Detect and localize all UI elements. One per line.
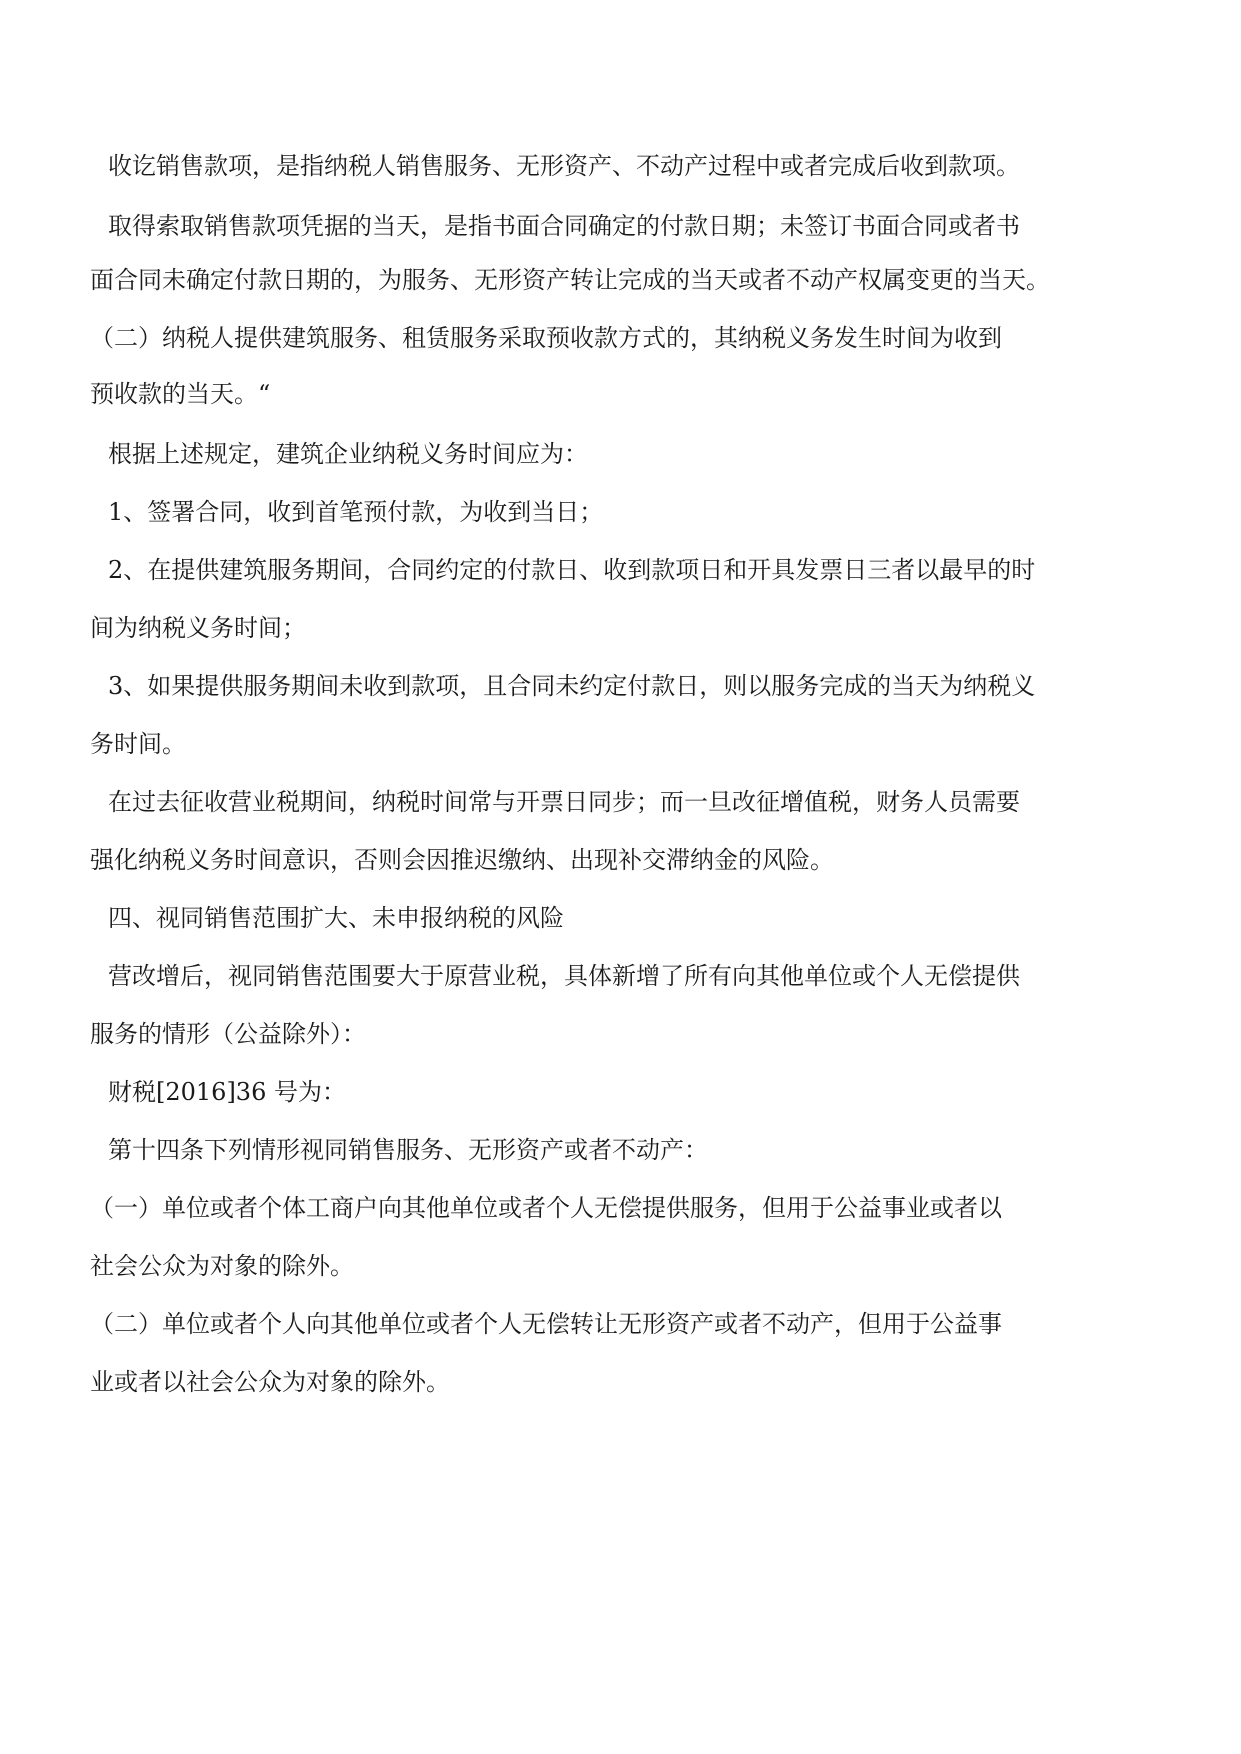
- paragraph-line: 营改增后，视同销售范围要大于原营业税，具体新增了所有向其他单位或个人无偿提供: [108, 962, 1020, 990]
- paragraph-line: （一）单位或者个体工商户向其他单位或者个人无偿提供服务，但用于公益事业或者以: [90, 1194, 1002, 1222]
- paragraph-line: 取得索取销售款项凭据的当天，是指书面合同确定的付款日期；未签订书面合同或者书: [108, 212, 1020, 240]
- paragraph-line: 面合同未确定付款日期的，为服务、无形资产转让完成的当天或者不动产权属变更的当天。: [90, 266, 1050, 294]
- section-heading: 四、视同销售范围扩大、未申报纳税的风险: [108, 904, 564, 932]
- paragraph-line: 业或者以社会公众为对象的除外。: [90, 1368, 450, 1396]
- paragraph-line: 预收款的当天。“: [90, 380, 271, 408]
- paragraph-line: 财税[2016]36 号为：: [108, 1078, 346, 1106]
- paragraph-line: 1、签署合同，收到首笔预付款，为收到当日；: [108, 498, 604, 526]
- paragraph-line: 在过去征收营业税期间，纳税时间常与开票日同步；而一旦改征增值税，财务人员需要: [108, 788, 1020, 816]
- paragraph-line: 第十四条下列情形视同销售服务、无形资产或者不动产：: [108, 1136, 708, 1164]
- paragraph-line: （二）单位或者个人向其他单位或者个人无偿转让无形资产或者不动产，但用于公益事: [90, 1310, 1002, 1338]
- paragraph-line: 间为纳税义务时间；: [90, 614, 306, 642]
- paragraph-line: 2、在提供建筑服务期间，合同约定的付款日、收到款项日和开具发票日三者以最早的时: [108, 556, 1036, 584]
- paragraph-line: 服务的情形（公益除外）：: [90, 1020, 366, 1048]
- paragraph-line: 务时间。: [90, 730, 186, 758]
- paragraph-line: （二）纳税人提供建筑服务、租赁服务采取预收款方式的，其纳税义务发生时间为收到: [90, 324, 1002, 352]
- paragraph-line: 根据上述规定，建筑企业纳税义务时间应为：: [108, 440, 588, 468]
- paragraph-line: 强化纳税义务时间意识，否则会因推迟缴纳、出现补交滞纳金的风险。: [90, 846, 834, 874]
- paragraph-line: 收讫销售款项，是指纳税人销售服务、无形资产、不动产过程中或者完成后收到款项。: [108, 152, 1020, 180]
- paragraph-line: 社会公众为对象的除外。: [90, 1252, 354, 1280]
- paragraph-line: 3、如果提供服务期间未收到款项，且合同未约定付款日，则以服务完成的当天为纳税义: [108, 672, 1036, 700]
